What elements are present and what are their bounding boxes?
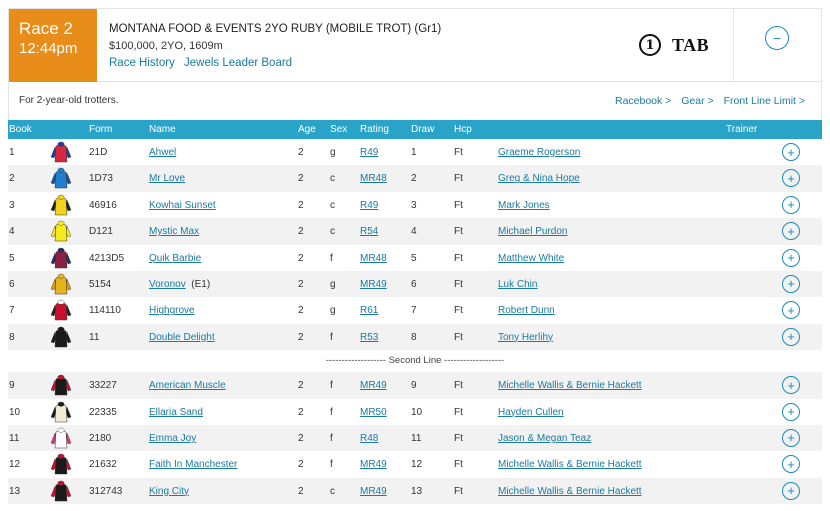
book-number: 5 bbox=[9, 252, 15, 264]
horse-name-link[interactable]: Voronov bbox=[149, 278, 186, 290]
form: 1D73 bbox=[89, 173, 113, 185]
book-number: 2 bbox=[9, 173, 15, 185]
trainer-cell bbox=[498, 380, 642, 391]
trainer-cell bbox=[498, 253, 564, 264]
sex: g bbox=[330, 305, 336, 317]
rating-cell bbox=[360, 147, 378, 158]
rating-cell bbox=[360, 200, 378, 211]
handicap: Ft bbox=[454, 147, 463, 158]
form: 21D bbox=[89, 147, 108, 158]
form: 4213D5 bbox=[89, 252, 125, 264]
age: 2 bbox=[298, 199, 304, 211]
tab-logo-text: TAB bbox=[672, 34, 710, 55]
horse-name-cell bbox=[149, 486, 189, 497]
col-draw: Draw bbox=[411, 124, 435, 135]
sex: f bbox=[330, 432, 333, 444]
handicap: Ft bbox=[454, 199, 463, 211]
sex: g bbox=[330, 147, 336, 158]
handicap: Ft bbox=[454, 305, 463, 317]
front-line-rows bbox=[8, 139, 822, 350]
race-info bbox=[109, 22, 441, 70]
col-hcp: Hcp bbox=[454, 124, 472, 135]
race-details: $100,000, 2YO, 1609m bbox=[109, 40, 223, 52]
table-row bbox=[8, 324, 822, 350]
book-number: 9 bbox=[9, 380, 15, 392]
jockey-silks-icon bbox=[50, 480, 72, 502]
rating-cell bbox=[360, 173, 387, 184]
add-runner-button[interactable]: + bbox=[782, 275, 800, 293]
trainer-link[interactable]: Michael Purdon bbox=[498, 226, 568, 238]
race-number-box bbox=[9, 9, 97, 82]
sex: f bbox=[330, 252, 333, 264]
handicap: Ft bbox=[454, 331, 463, 343]
add-runner-button[interactable]: + bbox=[782, 222, 800, 240]
race-links bbox=[109, 56, 441, 70]
collapse-button[interactable]: − bbox=[765, 26, 789, 50]
trainer-link[interactable]: Michelle Wallis & Bernie Hackett bbox=[498, 459, 642, 471]
age: 2 bbox=[298, 173, 304, 185]
table-row bbox=[8, 139, 822, 165]
trainer-cell bbox=[498, 332, 553, 343]
trainer-cell bbox=[498, 147, 580, 158]
horse-name-cell bbox=[149, 200, 216, 211]
horse-name-cell bbox=[149, 407, 203, 418]
age: 2 bbox=[298, 147, 304, 158]
draw: 13 bbox=[411, 485, 423, 497]
horse-name-cell bbox=[149, 279, 210, 290]
horse-name-cell bbox=[149, 253, 201, 264]
sex: f bbox=[330, 406, 333, 418]
second-line-rows bbox=[8, 372, 822, 504]
form: 33227 bbox=[89, 380, 117, 392]
draw: 9 bbox=[411, 380, 417, 392]
rating-link[interactable]: MR48 bbox=[360, 252, 387, 264]
horse-name-link[interactable]: Quik Barbie bbox=[149, 252, 202, 264]
rating-cell bbox=[360, 486, 387, 497]
draw: 4 bbox=[411, 226, 417, 238]
trainer-cell bbox=[498, 486, 642, 497]
rating-link[interactable]: R49 bbox=[360, 147, 379, 158]
rating-cell bbox=[360, 407, 387, 418]
race-header bbox=[8, 8, 822, 82]
second-line-divider: ------------------- Second Line ------------------- bbox=[325, 355, 505, 367]
age: 2 bbox=[298, 226, 304, 238]
book-number: 4 bbox=[9, 226, 15, 238]
trainer-cell bbox=[498, 173, 580, 184]
rating-link[interactable]: MR49 bbox=[360, 380, 387, 392]
rating-cell bbox=[360, 279, 387, 290]
table-row bbox=[8, 372, 822, 398]
add-runner-button[interactable]: + bbox=[782, 482, 800, 500]
horse-name-link[interactable]: Mr Love bbox=[149, 173, 186, 185]
handicap: Ft bbox=[454, 278, 463, 290]
rating-link[interactable]: MR50 bbox=[360, 406, 387, 418]
add-runner-button[interactable]: + bbox=[782, 301, 800, 319]
form: 5154 bbox=[89, 278, 112, 290]
jockey-silks-icon bbox=[50, 273, 72, 295]
horse-name-link[interactable]: Double Delight bbox=[149, 331, 215, 343]
sex: c bbox=[330, 199, 335, 211]
add-runner-button[interactable]: + bbox=[782, 143, 800, 161]
horse-name-cell bbox=[149, 226, 199, 237]
front-line-limit-link[interactable]: Front Line Limit > bbox=[723, 95, 805, 107]
table-row bbox=[8, 245, 822, 271]
book-number: 1 bbox=[9, 147, 15, 158]
trainer-link[interactable]: Greg & Nina Hope bbox=[498, 173, 580, 185]
book-number: 11 bbox=[9, 432, 20, 444]
trainer-link[interactable]: Matthew White bbox=[498, 252, 565, 264]
jockey-silks-icon bbox=[50, 194, 72, 216]
handicap: Ft bbox=[454, 252, 463, 264]
trainer-cell bbox=[498, 226, 567, 237]
table-row bbox=[8, 478, 822, 504]
draw: 6 bbox=[411, 278, 417, 290]
form: 21632 bbox=[89, 459, 117, 471]
add-runner-button[interactable]: + bbox=[782, 403, 800, 421]
book-number: 7 bbox=[9, 305, 15, 317]
horse-name-link[interactable]: American Muscle bbox=[149, 380, 226, 392]
age: 2 bbox=[298, 406, 304, 418]
age: 2 bbox=[298, 278, 304, 290]
handicap: Ft bbox=[454, 485, 463, 497]
race-title: MONTANA FOOD & EVENTS 2YO RUBY (MOBILE TROT) (Gr1) bbox=[109, 23, 442, 35]
book-number: 12 bbox=[9, 459, 21, 471]
handicap: Ft bbox=[454, 406, 463, 418]
age: 2 bbox=[298, 252, 304, 264]
rating-cell bbox=[360, 433, 378, 444]
jockey-silks-icon bbox=[50, 247, 72, 269]
age: 2 bbox=[298, 485, 304, 497]
col-trainer: Trainer bbox=[726, 124, 758, 135]
trainer-cell bbox=[498, 305, 555, 316]
rating-cell bbox=[360, 253, 387, 264]
horse-name-cell bbox=[149, 332, 215, 343]
draw: 5 bbox=[411, 252, 417, 264]
race-time: 12:44pm bbox=[19, 40, 78, 57]
trainer-link[interactable]: Tony Herlihy bbox=[498, 331, 554, 343]
trainer-link[interactable]: Luk Chin bbox=[498, 278, 538, 290]
form: 46916 bbox=[89, 199, 117, 211]
jockey-silks-icon bbox=[50, 453, 72, 475]
jockey-silks-icon bbox=[50, 141, 72, 163]
rating-cell bbox=[360, 305, 378, 316]
horse-name-link[interactable]: Kowhai Sunset bbox=[149, 199, 216, 211]
trainer-link[interactable]: Hayden Cullen bbox=[498, 406, 564, 418]
form: 22335 bbox=[89, 406, 117, 418]
horse-name-link[interactable]: Ahwel bbox=[149, 147, 177, 158]
rating-link[interactable]: MR48 bbox=[360, 173, 387, 185]
sex: c bbox=[330, 173, 335, 185]
jockey-silks-icon bbox=[50, 326, 72, 348]
add-runner-button[interactable]: + bbox=[782, 376, 800, 394]
trainer-link[interactable]: Michelle Wallis & Bernie Hackett bbox=[498, 380, 642, 392]
trainer-link[interactable]: Graeme Rogerson bbox=[498, 147, 581, 158]
jockey-silks-icon bbox=[50, 427, 72, 449]
rating-link[interactable]: R61 bbox=[360, 305, 379, 317]
table-row bbox=[8, 218, 822, 244]
handicap: Ft bbox=[454, 459, 463, 471]
rating-cell bbox=[360, 332, 378, 343]
race-history-link[interactable]: Race History bbox=[109, 57, 175, 69]
horse-name-cell bbox=[149, 380, 226, 391]
age: 2 bbox=[298, 459, 304, 471]
draw: 12 bbox=[411, 459, 423, 471]
draw: 1 bbox=[411, 147, 417, 158]
jockey-silks-icon bbox=[50, 401, 72, 423]
field-table bbox=[8, 120, 822, 504]
horse-name-link[interactable]: Mystic Max bbox=[149, 226, 199, 238]
rating-cell bbox=[360, 226, 378, 237]
draw: 10 bbox=[411, 406, 423, 418]
header-divider bbox=[733, 9, 734, 82]
trainer-cell bbox=[498, 200, 550, 211]
book-number: 6 bbox=[9, 278, 15, 290]
trainer-link[interactable]: Jason & Megan Teaz bbox=[498, 432, 592, 444]
book-number: 8 bbox=[9, 331, 15, 343]
handicap: Ft bbox=[454, 173, 463, 185]
add-runner-button[interactable]: + bbox=[782, 455, 800, 473]
jockey-silks-icon bbox=[50, 167, 72, 189]
race-number: Race 2 bbox=[19, 19, 73, 38]
rating-link[interactable]: R54 bbox=[360, 226, 379, 238]
draw: 11 bbox=[411, 432, 422, 444]
rating-cell bbox=[360, 380, 387, 391]
col-form: Form bbox=[89, 124, 113, 135]
horse-name-link[interactable]: Faith In Manchester bbox=[149, 459, 238, 471]
jockey-silks-icon bbox=[50, 299, 72, 321]
handicap: Ft bbox=[454, 380, 463, 392]
trainer-link[interactable]: Mark Jones bbox=[498, 199, 550, 211]
age: 2 bbox=[298, 432, 304, 444]
horse-name-link[interactable]: Emma Joy bbox=[149, 432, 197, 444]
age: 2 bbox=[298, 380, 304, 392]
form: D121 bbox=[89, 226, 113, 238]
sex: f bbox=[330, 331, 333, 343]
book-number: 3 bbox=[9, 199, 15, 211]
horse-name-cell bbox=[149, 305, 195, 316]
table-row bbox=[8, 297, 822, 323]
racebook-link[interactable]: Racebook > bbox=[614, 95, 672, 107]
table-row bbox=[8, 399, 822, 425]
sex: f bbox=[330, 380, 333, 392]
rating-link[interactable]: MR49 bbox=[360, 485, 387, 497]
trainer-cell bbox=[498, 459, 642, 470]
jewels-leader-board-link[interactable]: Jewels Leader Board bbox=[184, 57, 293, 69]
draw: 7 bbox=[411, 305, 417, 317]
table-row bbox=[8, 192, 822, 218]
trainer-cell bbox=[498, 433, 591, 444]
rating-link[interactable]: R48 bbox=[360, 432, 379, 444]
horse-name-cell bbox=[149, 147, 176, 158]
horse-name-cell bbox=[149, 173, 185, 184]
rating-link[interactable]: MR49 bbox=[360, 278, 387, 290]
add-runner-button[interactable]: + bbox=[782, 196, 800, 214]
handicap: Ft bbox=[454, 432, 463, 444]
age: 2 bbox=[298, 305, 304, 317]
draw: 3 bbox=[411, 199, 417, 211]
add-runner-button[interactable]: + bbox=[782, 249, 800, 267]
gear-link[interactable]: Gear > bbox=[681, 95, 714, 107]
jockey-silks-icon bbox=[50, 220, 72, 242]
horse-name-link[interactable]: Ellaria Sand bbox=[149, 406, 203, 418]
horse-name-link[interactable]: Highgrove bbox=[149, 305, 195, 317]
table-row bbox=[8, 165, 822, 191]
tab-logo bbox=[639, 32, 709, 58]
col-sex: Sex bbox=[330, 124, 348, 135]
col-age: Age bbox=[298, 124, 316, 135]
form: 2180 bbox=[89, 432, 112, 444]
race-subbar bbox=[8, 82, 822, 120]
handicap: Ft bbox=[454, 226, 463, 238]
sex: c bbox=[330, 485, 335, 497]
form: 312743 bbox=[89, 485, 123, 497]
book-number: 13 bbox=[9, 485, 21, 497]
col-name: Name bbox=[149, 124, 176, 135]
form: 114110 bbox=[89, 305, 121, 317]
col-book: Book bbox=[9, 124, 32, 135]
draw: 2 bbox=[411, 173, 417, 185]
race-conditions-note: For 2-year-old trotters. bbox=[19, 95, 119, 106]
horse-name-link[interactable]: King City bbox=[149, 485, 190, 497]
trainer-link[interactable]: Robert Dunn bbox=[498, 305, 555, 317]
form: 11 bbox=[89, 331, 100, 343]
rating-link[interactable]: R49 bbox=[360, 199, 379, 211]
table-header bbox=[8, 120, 822, 139]
table-row bbox=[8, 451, 822, 477]
draw: 8 bbox=[411, 331, 417, 343]
rating-link[interactable]: MR49 bbox=[360, 459, 387, 471]
horse-name-cell bbox=[149, 433, 196, 444]
table-row bbox=[8, 425, 822, 451]
sex: f bbox=[330, 459, 333, 471]
col-rating: Rating bbox=[360, 124, 389, 135]
horse-tag: (E1) bbox=[191, 278, 211, 290]
trainer-cell bbox=[498, 407, 564, 418]
rating-cell bbox=[360, 459, 387, 470]
add-runner-button[interactable]: + bbox=[782, 429, 800, 447]
add-runner-button[interactable]: + bbox=[782, 328, 800, 346]
race-quick-links bbox=[608, 95, 805, 107]
age: 2 bbox=[298, 331, 304, 343]
table-row bbox=[8, 271, 822, 297]
book-number: 10 bbox=[9, 406, 21, 418]
trainer-link[interactable]: Michelle Wallis & Bernie Hackett bbox=[498, 485, 642, 497]
horse-name-cell bbox=[149, 459, 237, 470]
rating-link[interactable]: R53 bbox=[360, 331, 379, 343]
trainer-cell bbox=[498, 279, 537, 290]
sex: c bbox=[330, 226, 335, 238]
sex: g bbox=[330, 278, 336, 290]
add-runner-button[interactable]: + bbox=[782, 169, 800, 187]
tab-logo-number: 1 bbox=[639, 34, 661, 56]
jockey-silks-icon bbox=[50, 374, 72, 396]
